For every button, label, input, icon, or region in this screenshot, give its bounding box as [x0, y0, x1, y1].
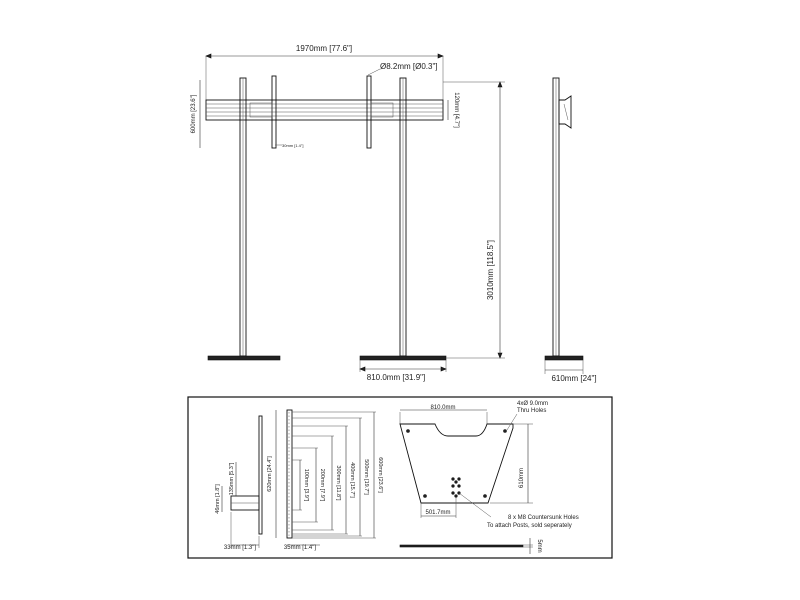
bracket-detail [215, 410, 383, 551]
rail-height-label: 120mm [4.7"] [453, 92, 459, 128]
arrow-right-icon [438, 54, 443, 58]
dim-400-label: 400mm [15.7"] [349, 462, 355, 498]
base-left [208, 356, 280, 360]
arrow-up-icon [498, 82, 502, 87]
countersunk-hole [452, 485, 455, 488]
base-detail-depth-label: 610mm [519, 467, 525, 489]
dim-100-label: 100mm [3.9"] [303, 468, 309, 502]
base-plate [400, 424, 513, 503]
thru-hole [424, 495, 427, 498]
countersunk-hole [452, 478, 455, 481]
side-bracket-detail [564, 104, 568, 120]
thru-hole [484, 495, 487, 498]
countersunk-hole [458, 478, 461, 481]
base-right [360, 356, 446, 360]
hole-label: Ø8.2mm [Ø0.3"] [380, 62, 438, 71]
dim-200-label: 200mm [7.9"] [319, 468, 325, 502]
thru-hole-leader [507, 414, 517, 430]
countersunk-hole [452, 492, 455, 495]
base-detail-offset-label: 501.7mm [425, 510, 451, 516]
countersunk-hole [458, 485, 461, 488]
total-height-label: 3010mm [118.5"] [486, 239, 495, 301]
bracket-plate [259, 416, 262, 534]
dim-600-label: 600mm [23.6"] [377, 457, 383, 493]
base-detail [400, 401, 579, 554]
dim-135-label: 135mm [5.3"] [229, 462, 235, 496]
countersunk-label-1: 8 x M8 Countersunk Holes [508, 515, 579, 521]
rail-clamp-left [250, 103, 272, 117]
dim-500-label: 500mm [19.7"] [363, 459, 369, 495]
dim-46-label: 46mm [1.8"] [215, 484, 221, 514]
countersunk-hole [455, 481, 458, 484]
dim-33-label: 33mm [1.3"] [223, 545, 257, 551]
depth-label: 610mm [24"] [551, 374, 597, 383]
arrow-down-icon [498, 353, 502, 358]
thickness-label: 5mm [536, 539, 542, 553]
front-view [191, 44, 505, 382]
thru-holes-label-2: Thru Holes [517, 408, 547, 414]
base-width-label: 810.0mm [31.9"] [366, 373, 426, 382]
side-view [545, 78, 597, 383]
arrow-left-icon [360, 367, 365, 371]
countersunk-hole [455, 495, 458, 498]
base-plate-edge [400, 545, 523, 547]
bracket-bar [287, 410, 292, 538]
panel-height-label: 600mm [23.6"] [191, 94, 197, 134]
dim-620-label: 620mm [24.4"] [267, 456, 273, 492]
nested-dims [292, 412, 383, 538]
side-bracket [559, 96, 571, 128]
rail [206, 100, 443, 120]
thru-hole [407, 430, 410, 433]
rail-clamp-right [371, 103, 393, 117]
thru-holes-label-1: 4xØ 9.0mm [517, 401, 549, 407]
base-detail-width-label: 810.0mm [430, 405, 456, 411]
countersunk-label-2: To attach Posts, sold seperately [487, 523, 572, 529]
arrow-left-icon [206, 54, 211, 58]
arrow-right-icon [441, 367, 446, 371]
dim-300-label: 300mm [11.8"] [335, 465, 341, 501]
thru-hole [504, 430, 507, 433]
hole-leader [368, 69, 380, 75]
width-label: 1970mm [77.6"] [295, 44, 353, 53]
dim-35-label: 35mm [1.4"] [283, 545, 317, 551]
side-base [545, 356, 583, 360]
small-note-label: 30mm [1.4"] [282, 143, 304, 148]
